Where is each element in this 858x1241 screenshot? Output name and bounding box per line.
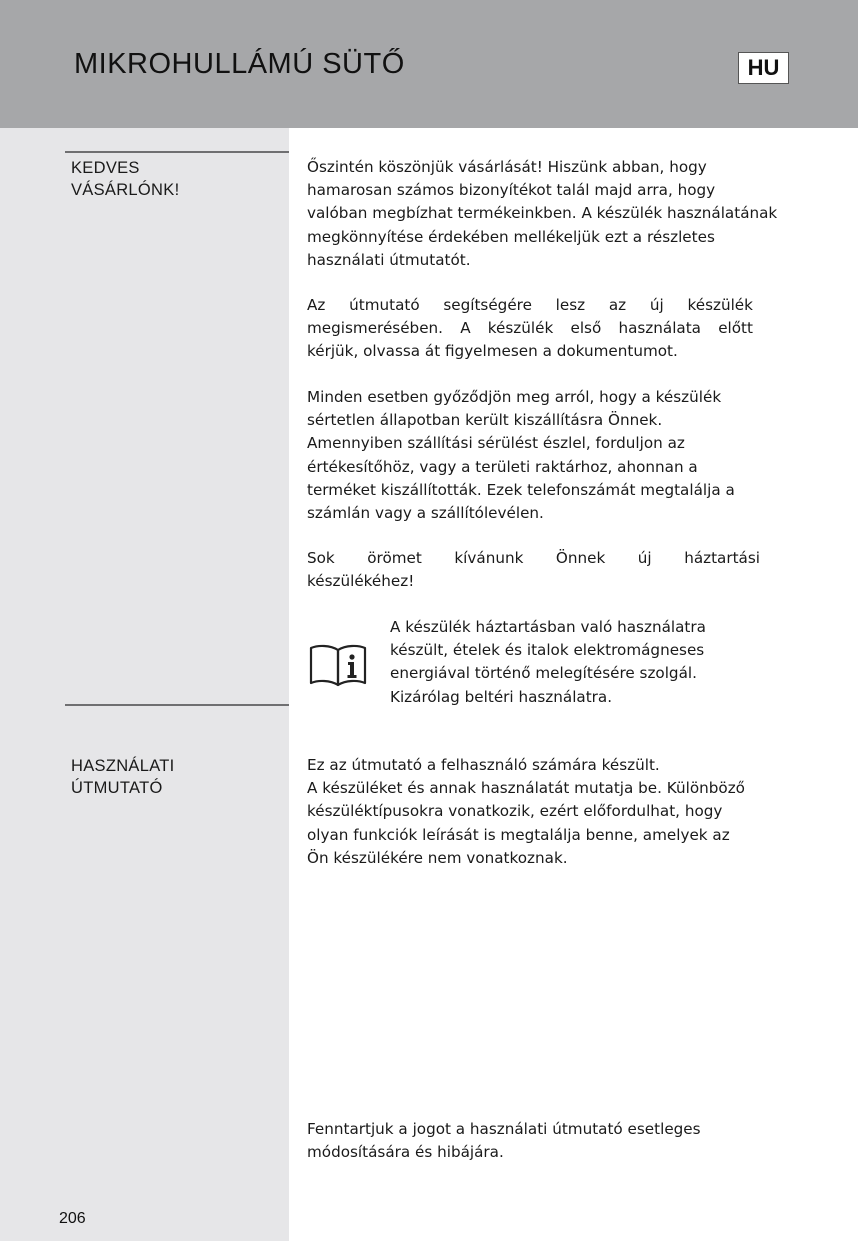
word: segítségére	[443, 296, 532, 314]
text-line: értékesítőhöz, vagy a területi raktárhoz, ahonnan a	[307, 457, 698, 476]
text-line: Fenntartjuk a jogot a használati útmutató esetleges	[307, 1120, 701, 1138]
text-line: megkönnyítése érdekében mellékeljük ezt a részletes	[307, 227, 715, 246]
justified-line	[307, 294, 753, 317]
text-line: készülékéhez!	[307, 572, 415, 591]
text-line: energiával történő melegítésére szolgál.	[390, 664, 697, 683]
header-band	[0, 0, 858, 128]
heading-line: HASZNÁLATI	[71, 757, 175, 775]
document-title: MIKROHULLÁMÚ SÜTŐ	[74, 48, 405, 80]
text-line: valóban megbízhat termékeinkben. A készülék használatának	[307, 204, 778, 223]
word: A	[460, 319, 471, 338]
text-line: Őszintén köszönjük vásárlását! Hiszünk abban, hogy	[307, 158, 707, 176]
word: Önnek	[555, 549, 606, 567]
info-book-icon	[308, 643, 368, 687]
heading-line: VÁSÁRLÓNK!	[71, 181, 180, 199]
text-line: készüléktípusokra vonatkozik, ezért előfordulhat, hogy	[307, 802, 723, 821]
word: Sok	[307, 549, 335, 567]
word: új	[649, 296, 664, 314]
text-line: A készüléket és annak használatát mutatja be. Különböző	[307, 779, 745, 798]
text-line: módosítására és hibájára.	[307, 1143, 504, 1162]
word: kívánunk	[454, 549, 524, 567]
text-line: használati útmutatót.	[307, 250, 471, 269]
paragraph-check-delivery	[307, 386, 735, 525]
page-number: 206	[59, 1210, 86, 1227]
text-line: készült, ételek és italok elektromágneses	[390, 641, 705, 660]
word: új	[637, 549, 652, 567]
word: készülék	[687, 296, 753, 314]
section-divider-middle	[65, 704, 289, 706]
paragraph-guide-scope	[307, 754, 745, 870]
word: útmutató	[349, 296, 420, 314]
word: készülék	[487, 319, 554, 338]
text-line: Kizárólag beltéri használatra.	[390, 687, 613, 706]
info-note	[390, 616, 706, 709]
word: háztartási	[684, 549, 760, 567]
text-line: Ez az útmutató a felhasználó számára készült.	[307, 756, 660, 774]
text-line: Minden esetben győződjön meg arról, hogy a készülék	[307, 388, 722, 406]
paragraph-guide-help	[307, 294, 753, 364]
word: az	[608, 296, 627, 314]
word: örömet	[367, 549, 422, 567]
word: lesz	[555, 296, 586, 314]
text-line: olyan funkciók leírását is megtalálja benne, amelyek az	[307, 825, 730, 844]
text-line: hamarosan számos bizonyítékot talál majd arra, hogy	[307, 181, 716, 200]
text-line: Ön készülékére nem vonatkoznak.	[307, 848, 568, 867]
heading-line: ÚTMUTATÓ	[71, 779, 163, 797]
text-line: kérjük, olvassa át figyelmesen a dokumentumot.	[307, 342, 678, 361]
paragraph-thanks	[307, 156, 777, 272]
word: megismerésében.	[307, 319, 443, 338]
word: használata	[618, 319, 701, 338]
word: Az	[307, 296, 326, 314]
text-line: sértetlen állapotban került kiszállításra Önnek.	[307, 411, 663, 430]
justified-line	[307, 317, 753, 340]
text-line: A készülék háztartásban való használatra	[390, 618, 706, 636]
section-heading-dear-customer	[71, 157, 179, 201]
paragraph-wishes	[307, 547, 760, 593]
text-line: Amennyiben szállítási sérülést észlel, forduljon az	[307, 434, 685, 453]
section-heading-user-guide	[71, 755, 175, 799]
word: előtt	[718, 319, 753, 338]
section-divider-top	[65, 151, 289, 153]
word: első	[570, 319, 602, 338]
justified-line	[307, 547, 760, 570]
language-badge: HU	[738, 52, 789, 84]
sidebar-column	[0, 128, 289, 1241]
paragraph-rights-reserved	[307, 1118, 701, 1164]
text-line: terméket kiszállították. Ezek telefonszámát megtalálja a	[307, 480, 735, 499]
text-line: számlán vagy a szállítólevélen.	[307, 504, 544, 523]
heading-line: KEDVES	[71, 159, 140, 177]
